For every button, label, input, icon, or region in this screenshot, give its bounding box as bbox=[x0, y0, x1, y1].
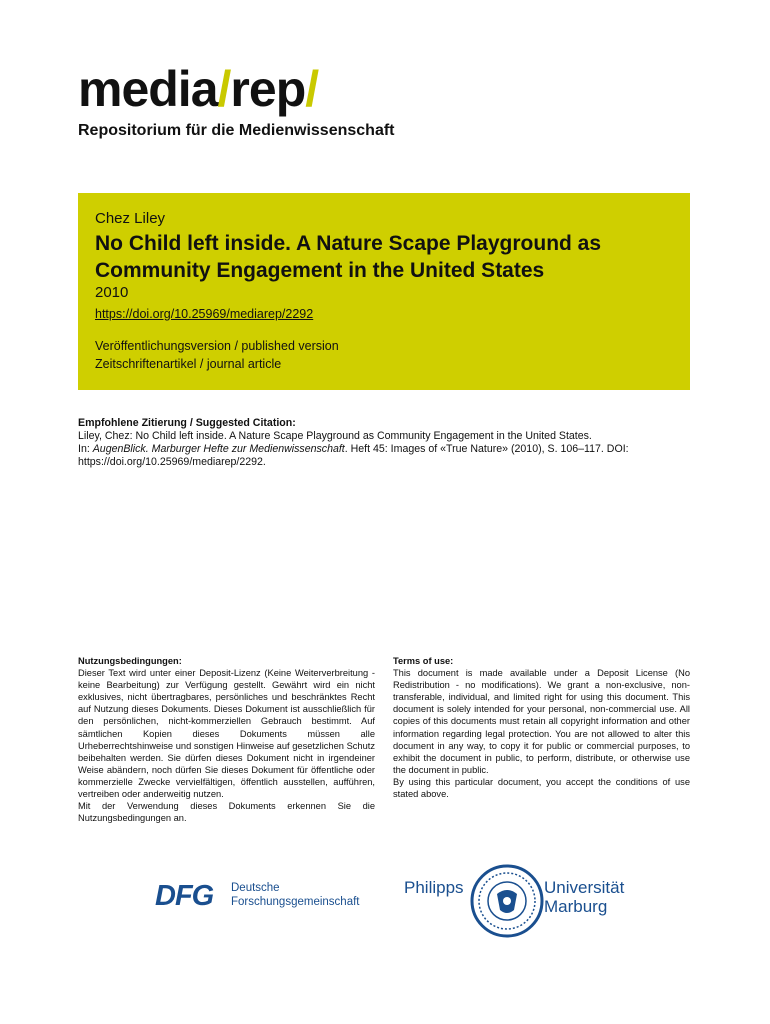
article-author: Chez Liley bbox=[95, 210, 166, 227]
suggested-citation bbox=[78, 417, 698, 469]
university-seal-icon bbox=[470, 864, 544, 938]
citation-line2 bbox=[78, 443, 698, 469]
article-type: Zeitschriftenartikel / journal article bbox=[95, 357, 282, 371]
dfg-name bbox=[231, 881, 359, 909]
dfg-name-line2: Forschungsgemeinschaft bbox=[231, 896, 360, 908]
terms-english-body2: By using this particular document, you accept the conditions of use stated above. bbox=[393, 776, 690, 800]
citation-rest: . Heft 45: Images of «True Nature» (2010), S. 106–117. DOI: https://doi.org/10.25969/mediarep/2292. bbox=[78, 443, 629, 468]
terms-english-body: This document is made available under a Deposit License (No Redistribution - no modifications). We grant a non-exclusive, non-transferable, individual, and limited right for using this document. This document is solely intended for your personal, non-commercial use. All copies of this documents must retain all copyright information and other information regarding legal protection. You are not allowed to alter this document in any way, to copy it for public or commercial purposes, to exhibit the document in public, to perform, distribute, or otherwise use the document in public. bbox=[393, 668, 690, 775]
terms-english bbox=[393, 655, 690, 800]
mediarep-logo bbox=[78, 61, 319, 117]
logo-rep: rep bbox=[230, 61, 306, 117]
marburg-logo bbox=[404, 864, 634, 938]
marburg-right-line2: Marburg bbox=[544, 897, 608, 916]
article-banner bbox=[78, 193, 690, 390]
dfg-mark: DFG bbox=[155, 880, 214, 912]
tagline: Repositorium für die Medienwissenschaft bbox=[78, 122, 395, 139]
terms-german-body2: Mit der Verwendung dieses Dokuments erkennen Sie die Nutzungsbedingungen an. bbox=[78, 801, 375, 824]
citation-line1: Liley, Chez: No Child left inside. A Nature Scape Playground as Community Engagement in the United States. bbox=[78, 430, 592, 442]
citation-journal: AugenBlick. Marburger Hefte zur Medienwissenschaft bbox=[92, 443, 345, 455]
article-title: No Child left inside. A Nature Scape Playground as Community Engagement in the United States bbox=[95, 232, 602, 282]
doi-link[interactable]: https://doi.org/10.25969/mediarep/2292 bbox=[95, 307, 314, 321]
dfg-name-line1: Deutsche bbox=[231, 882, 280, 894]
citation-in: In: bbox=[78, 443, 93, 455]
logo-slash: / bbox=[217, 61, 231, 117]
article-year: 2010 bbox=[95, 284, 129, 301]
marburg-philipps: Philipps bbox=[404, 878, 464, 897]
logo-media: media bbox=[78, 61, 218, 117]
logo-slash: / bbox=[305, 61, 319, 117]
dfg-logo bbox=[155, 880, 360, 913]
citation-heading: Empfohlene Zitierung / Suggested Citation: bbox=[78, 417, 296, 429]
marburg-universitaet bbox=[544, 878, 624, 916]
terms-german-heading: Nutzungsbedingungen: bbox=[78, 656, 182, 666]
terms-german bbox=[78, 655, 375, 824]
terms-german-body: Dieser Text wird unter einer Deposit-Lizenz (Keine Weiterverbreitung - keine Bearbeitung) zur Verfügung gestellt. Gewährt wird ein nicht exklusives, nicht übertragbares, persönliches und beschränktes Recht auf Nutzung dieses Dokuments. Dieses Dokument ist ausschließlich für den persönlichen, nicht-kommerziellen Gebrauch bestimmt. Auf sämtlichen Kopien dieses Dokuments müssen alle Urheberrechtshinweise und sonstigen Hinweise auf gesetzlichen Schutz beibehalten werden. Sie dürfen dieses Dokument nicht in irgendeiner Weise abändern, noch dürfen Sie dieses Dokument für öffentliche oder kommerzielle Zwecke vervielfältigen, öffentlich ausstellen, aufführen, vertreiben oder anderweitig nutzen. bbox=[78, 668, 375, 800]
marburg-right-line1: Universität bbox=[544, 878, 625, 897]
article-version: Veröffentlichungsversion / published version bbox=[95, 339, 339, 353]
terms-english-heading: Terms of use: bbox=[393, 656, 454, 666]
